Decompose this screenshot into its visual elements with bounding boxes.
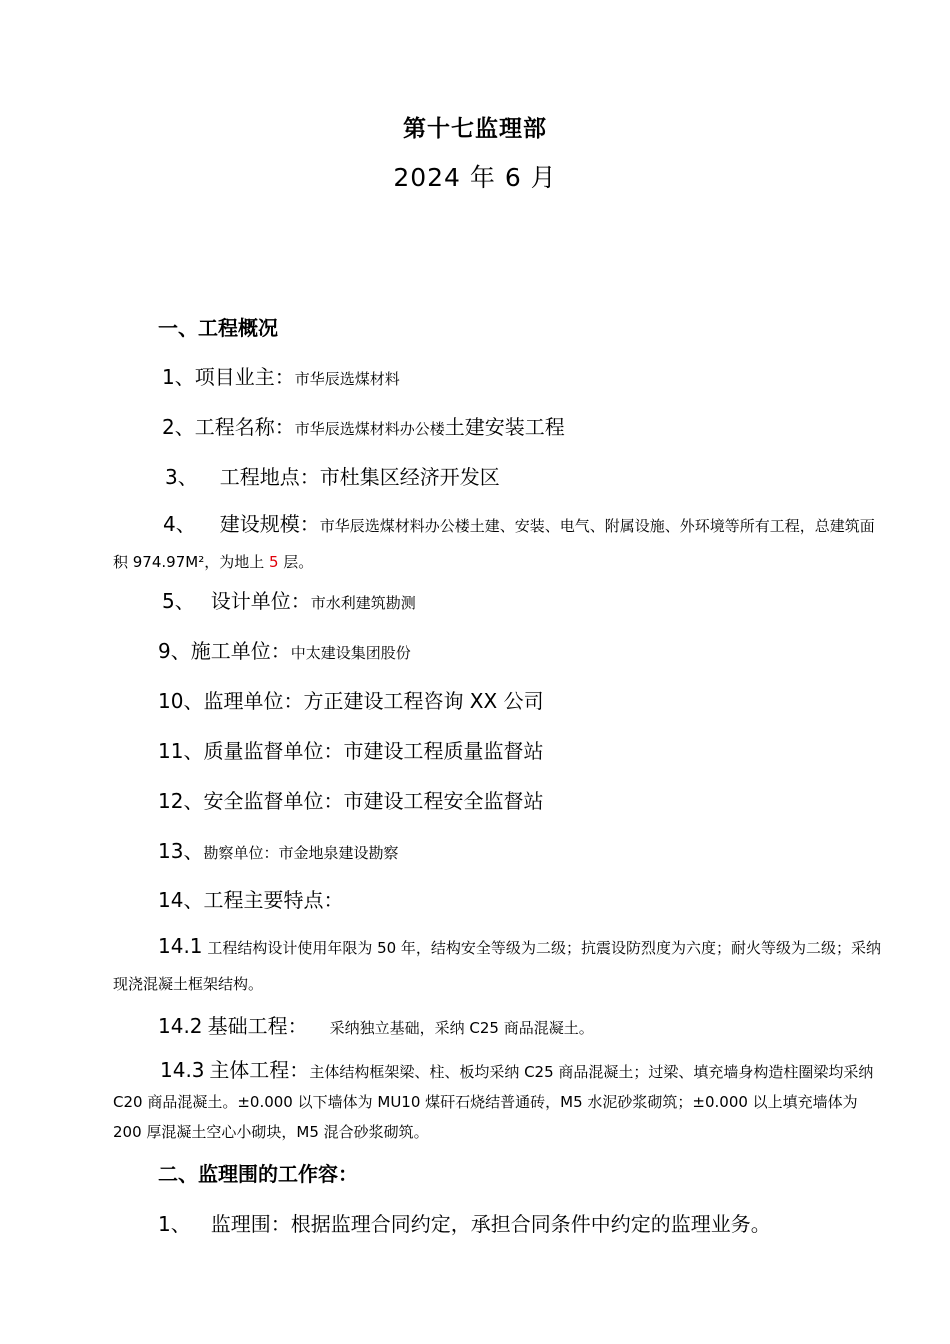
document-date: 2024 年 6 月 — [393, 163, 557, 192]
item-number: 2、 — [162, 415, 195, 439]
item-value: 市水利建筑勘测 — [310, 594, 416, 612]
section-2-title: 二、监理围的工作容： — [158, 1162, 358, 1186]
item-safety-supervision — [158, 785, 543, 814]
item-value: 市华辰选煤材料 — [294, 370, 400, 388]
item-main-features — [158, 884, 343, 913]
item-label: 质量监督单位： — [203, 739, 344, 763]
item-number: 1、 — [158, 1212, 191, 1236]
item-value: 方正建设工程咨询 XX 公司 — [303, 689, 544, 713]
item-label: 安全监督单位： — [203, 789, 344, 813]
feature-14-2 — [158, 1010, 594, 1039]
item-number: 5、 — [162, 589, 195, 613]
feature-number: 14.3 — [160, 1058, 205, 1082]
item-label: 工程主要特点： — [203, 888, 344, 912]
item-label: 项目业主： — [194, 365, 295, 389]
item-project-location — [165, 461, 500, 490]
feature-text: 工程结构设计使用年限为 50 年，结构安全等级为二级；抗震设防烈度为六度；耐火等级为二级；采纳现浇混凝土框架结构。 — [113, 939, 881, 993]
item-number: 9、 — [158, 639, 191, 663]
item-number: 10、 — [158, 689, 204, 713]
item-value: 市建设工程安全监督站 — [343, 789, 544, 813]
item-value: 市金地泉建设勘察 — [278, 844, 399, 862]
feature-number: 14.2 — [158, 1014, 203, 1038]
feature-text: 采纳独立基础，采纳 C25 商品混凝土。 — [329, 1019, 594, 1037]
feature-14-3 — [113, 1055, 883, 1147]
item-number: 3、 — [165, 465, 198, 489]
item-value-large: 土建安装工程 — [444, 415, 565, 439]
section-1-title: 一、工程概况 — [158, 316, 278, 340]
item-construction-scale — [113, 506, 883, 580]
item-supervision-unit — [158, 685, 544, 714]
item-supervision-scope — [158, 1208, 771, 1237]
item-label: 设计单位： — [210, 589, 311, 613]
feature-label: 主体工程： — [209, 1058, 310, 1082]
feature-text: 主体结构框架梁、柱、板均采纳 C25 商品混凝土；过梁、填充墙身构造柱圈梁均采纳 C20 商品混凝土。±0.000 以下墙体为 MU10 煤矸石烧结普通砖，M5 水泥砂浆砌筑；±0.000 以上填充墙体为 200 厚混凝土空心小砌块，M5 混合砂浆砌筑。 — [113, 1063, 874, 1141]
item-design-unit — [162, 585, 416, 614]
item-number: 13、 — [158, 839, 204, 863]
item-label: 施工单位： — [190, 639, 291, 663]
item-label: 勘察单位： — [203, 844, 279, 862]
item-number: 1、 — [162, 365, 195, 389]
item-value: 中太建设集团股份 — [290, 644, 411, 662]
item-number: 11、 — [158, 739, 204, 763]
item-value: 市华辰选煤材料办公楼土建、安装、电气、附属设施、外环境等所有工程，总建筑面积 974.97M²，为地上 — [113, 517, 875, 571]
floor-count: 5 — [268, 553, 279, 571]
item-label: 监理围： — [210, 1212, 291, 1236]
feature-14-1 — [113, 928, 883, 1002]
item-label: 工程地点： — [219, 465, 320, 489]
item-label: 建设规模： — [219, 512, 320, 536]
item-value: 市杜集区经济开发区 — [319, 465, 500, 489]
org-title: 第十七监理部 — [403, 116, 547, 142]
item-label: 工程名称： — [194, 415, 295, 439]
item-label: 监理单位： — [203, 689, 304, 713]
item-quality-supervision — [158, 735, 543, 764]
feature-number: 14.1 — [158, 934, 203, 958]
item-project-name — [162, 411, 565, 440]
item-number: 14、 — [158, 888, 204, 912]
item-project-owner — [162, 361, 400, 390]
item-value: 根据监理合同约定，承担合同条件中约定的监理业务。 — [290, 1212, 771, 1236]
item-value-end: 层。 — [278, 553, 314, 571]
item-number: 4、 — [163, 512, 196, 536]
item-construction-unit — [158, 635, 411, 664]
item-survey-unit — [158, 835, 398, 864]
item-number: 12、 — [158, 789, 204, 813]
feature-label: 基础工程： — [207, 1014, 308, 1038]
item-value: 市建设工程质量监督站 — [343, 739, 544, 763]
item-value: 市华辰选煤材料办公楼 — [294, 420, 445, 438]
